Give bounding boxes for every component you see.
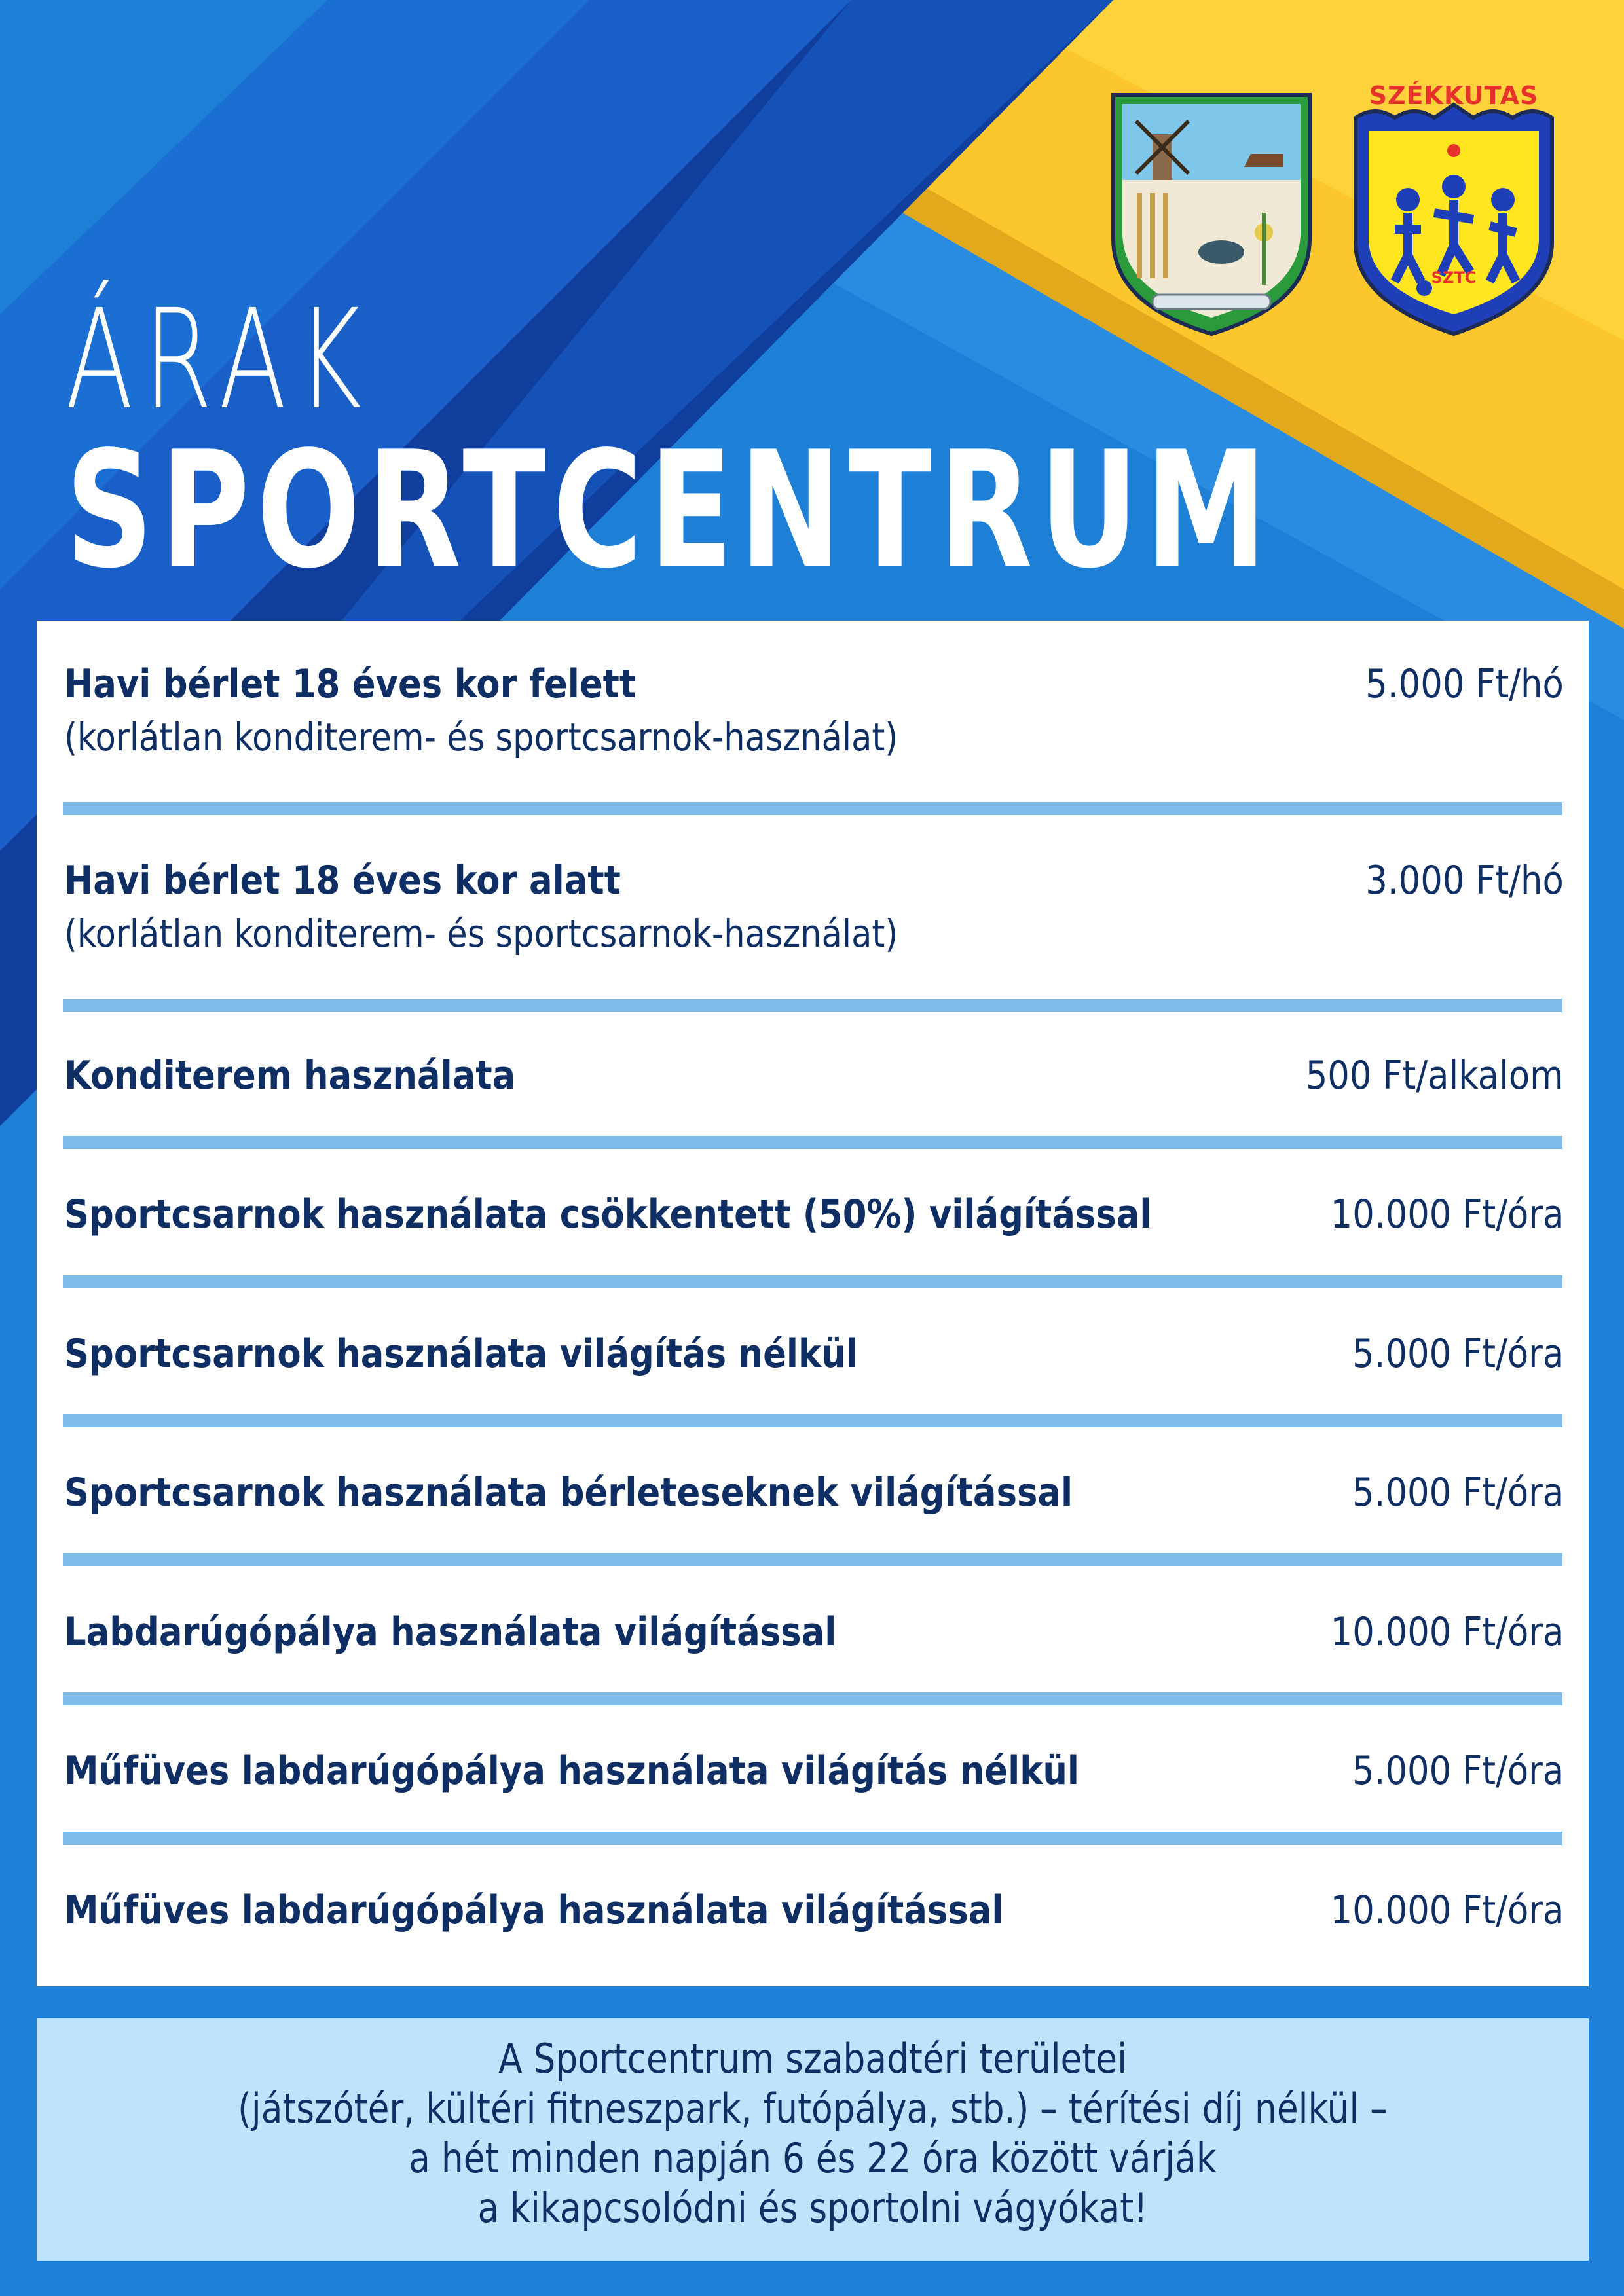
price-item-value: 5.000 Ft/óra <box>1352 1748 1564 1794</box>
heading-line-2: SPORTCENTRUM <box>65 417 1274 604</box>
price-item-name: Havi bérlet 18 éves kor alatt <box>64 858 621 903</box>
price-row <box>64 1053 1564 1105</box>
price-item-name: Műfüves labdarúgópálya használata világítással <box>64 1887 1004 1933</box>
price-item-name: Műfüves labdarúgópálya használata világítás nélkül <box>64 1748 1080 1794</box>
note-line-2: (játszótér, kültéri fitneszpark, futópálya, stb.) – térítési díj nélkül – <box>238 2085 1388 2132</box>
club-crest-bottom-text: SZTC <box>1431 268 1477 287</box>
row-separator <box>63 1136 1562 1149</box>
price-item-note: (korlátlan konditerem- és sportcsarnok-használat) <box>64 911 898 956</box>
price-row <box>64 1331 1564 1383</box>
price-row <box>64 1887 1564 1940</box>
price-row <box>64 1470 1564 1522</box>
price-row <box>64 858 1564 956</box>
row-separator <box>63 802 1562 815</box>
price-item-name: Konditerem használata <box>64 1053 516 1099</box>
note-line-4: a kikapcsolódni és sportolni vágyókat! <box>477 2184 1148 2232</box>
price-item-value: 5.000 Ft/hó <box>1365 661 1564 707</box>
row-separator <box>63 1832 1562 1845</box>
price-item-name: Sportcsarnok használata csökkentett (50%) világítással <box>64 1192 1152 1237</box>
heading-line-1: ÁRAK <box>65 280 373 440</box>
club-crest-top-text: SZÉKKUTAS <box>1369 81 1539 110</box>
price-item-value: 10.000 Ft/óra <box>1330 1192 1564 1237</box>
price-item-value: 10.000 Ft/óra <box>1330 1609 1564 1655</box>
price-item-value: 500 Ft/alkalom <box>1306 1053 1564 1099</box>
price-item-name: Havi bérlet 18 éves kor felett <box>64 661 637 707</box>
price-item-value: 5.000 Ft/óra <box>1352 1331 1564 1377</box>
price-row <box>64 1609 1564 1662</box>
price-item-value: 5.000 Ft/óra <box>1352 1470 1564 1516</box>
row-separator <box>63 1553 1562 1566</box>
free-facilities-note <box>37 2018 1589 2261</box>
row-separator <box>63 1414 1562 1427</box>
price-row <box>64 1748 1564 1800</box>
price-row <box>64 661 1564 759</box>
price-item-value: 3.000 Ft/hó <box>1365 858 1564 903</box>
price-item-note: (korlátlan konditerem- és sportcsarnok-használat) <box>64 715 898 759</box>
row-separator <box>63 999 1562 1012</box>
note-line-3: a hét minden napján 6 és 22 óra között várják <box>409 2134 1217 2182</box>
row-separator <box>63 1275 1562 1288</box>
note-line-1: A Sportcentrum szabadtéri területei <box>498 2035 1127 2083</box>
row-separator <box>63 1692 1562 1705</box>
page-heading <box>65 280 1624 604</box>
price-item-name: Sportcsarnok használata bérleteseknek világítással <box>64 1470 1073 1516</box>
price-list-panel <box>37 621 1589 1986</box>
price-item-name: Sportcsarnok használata világítás nélkül <box>64 1331 858 1377</box>
price-item-name: Labdarúgópálya használata világítással <box>64 1609 837 1655</box>
price-row <box>64 1192 1564 1244</box>
price-item-value: 10.000 Ft/óra <box>1330 1887 1564 1933</box>
